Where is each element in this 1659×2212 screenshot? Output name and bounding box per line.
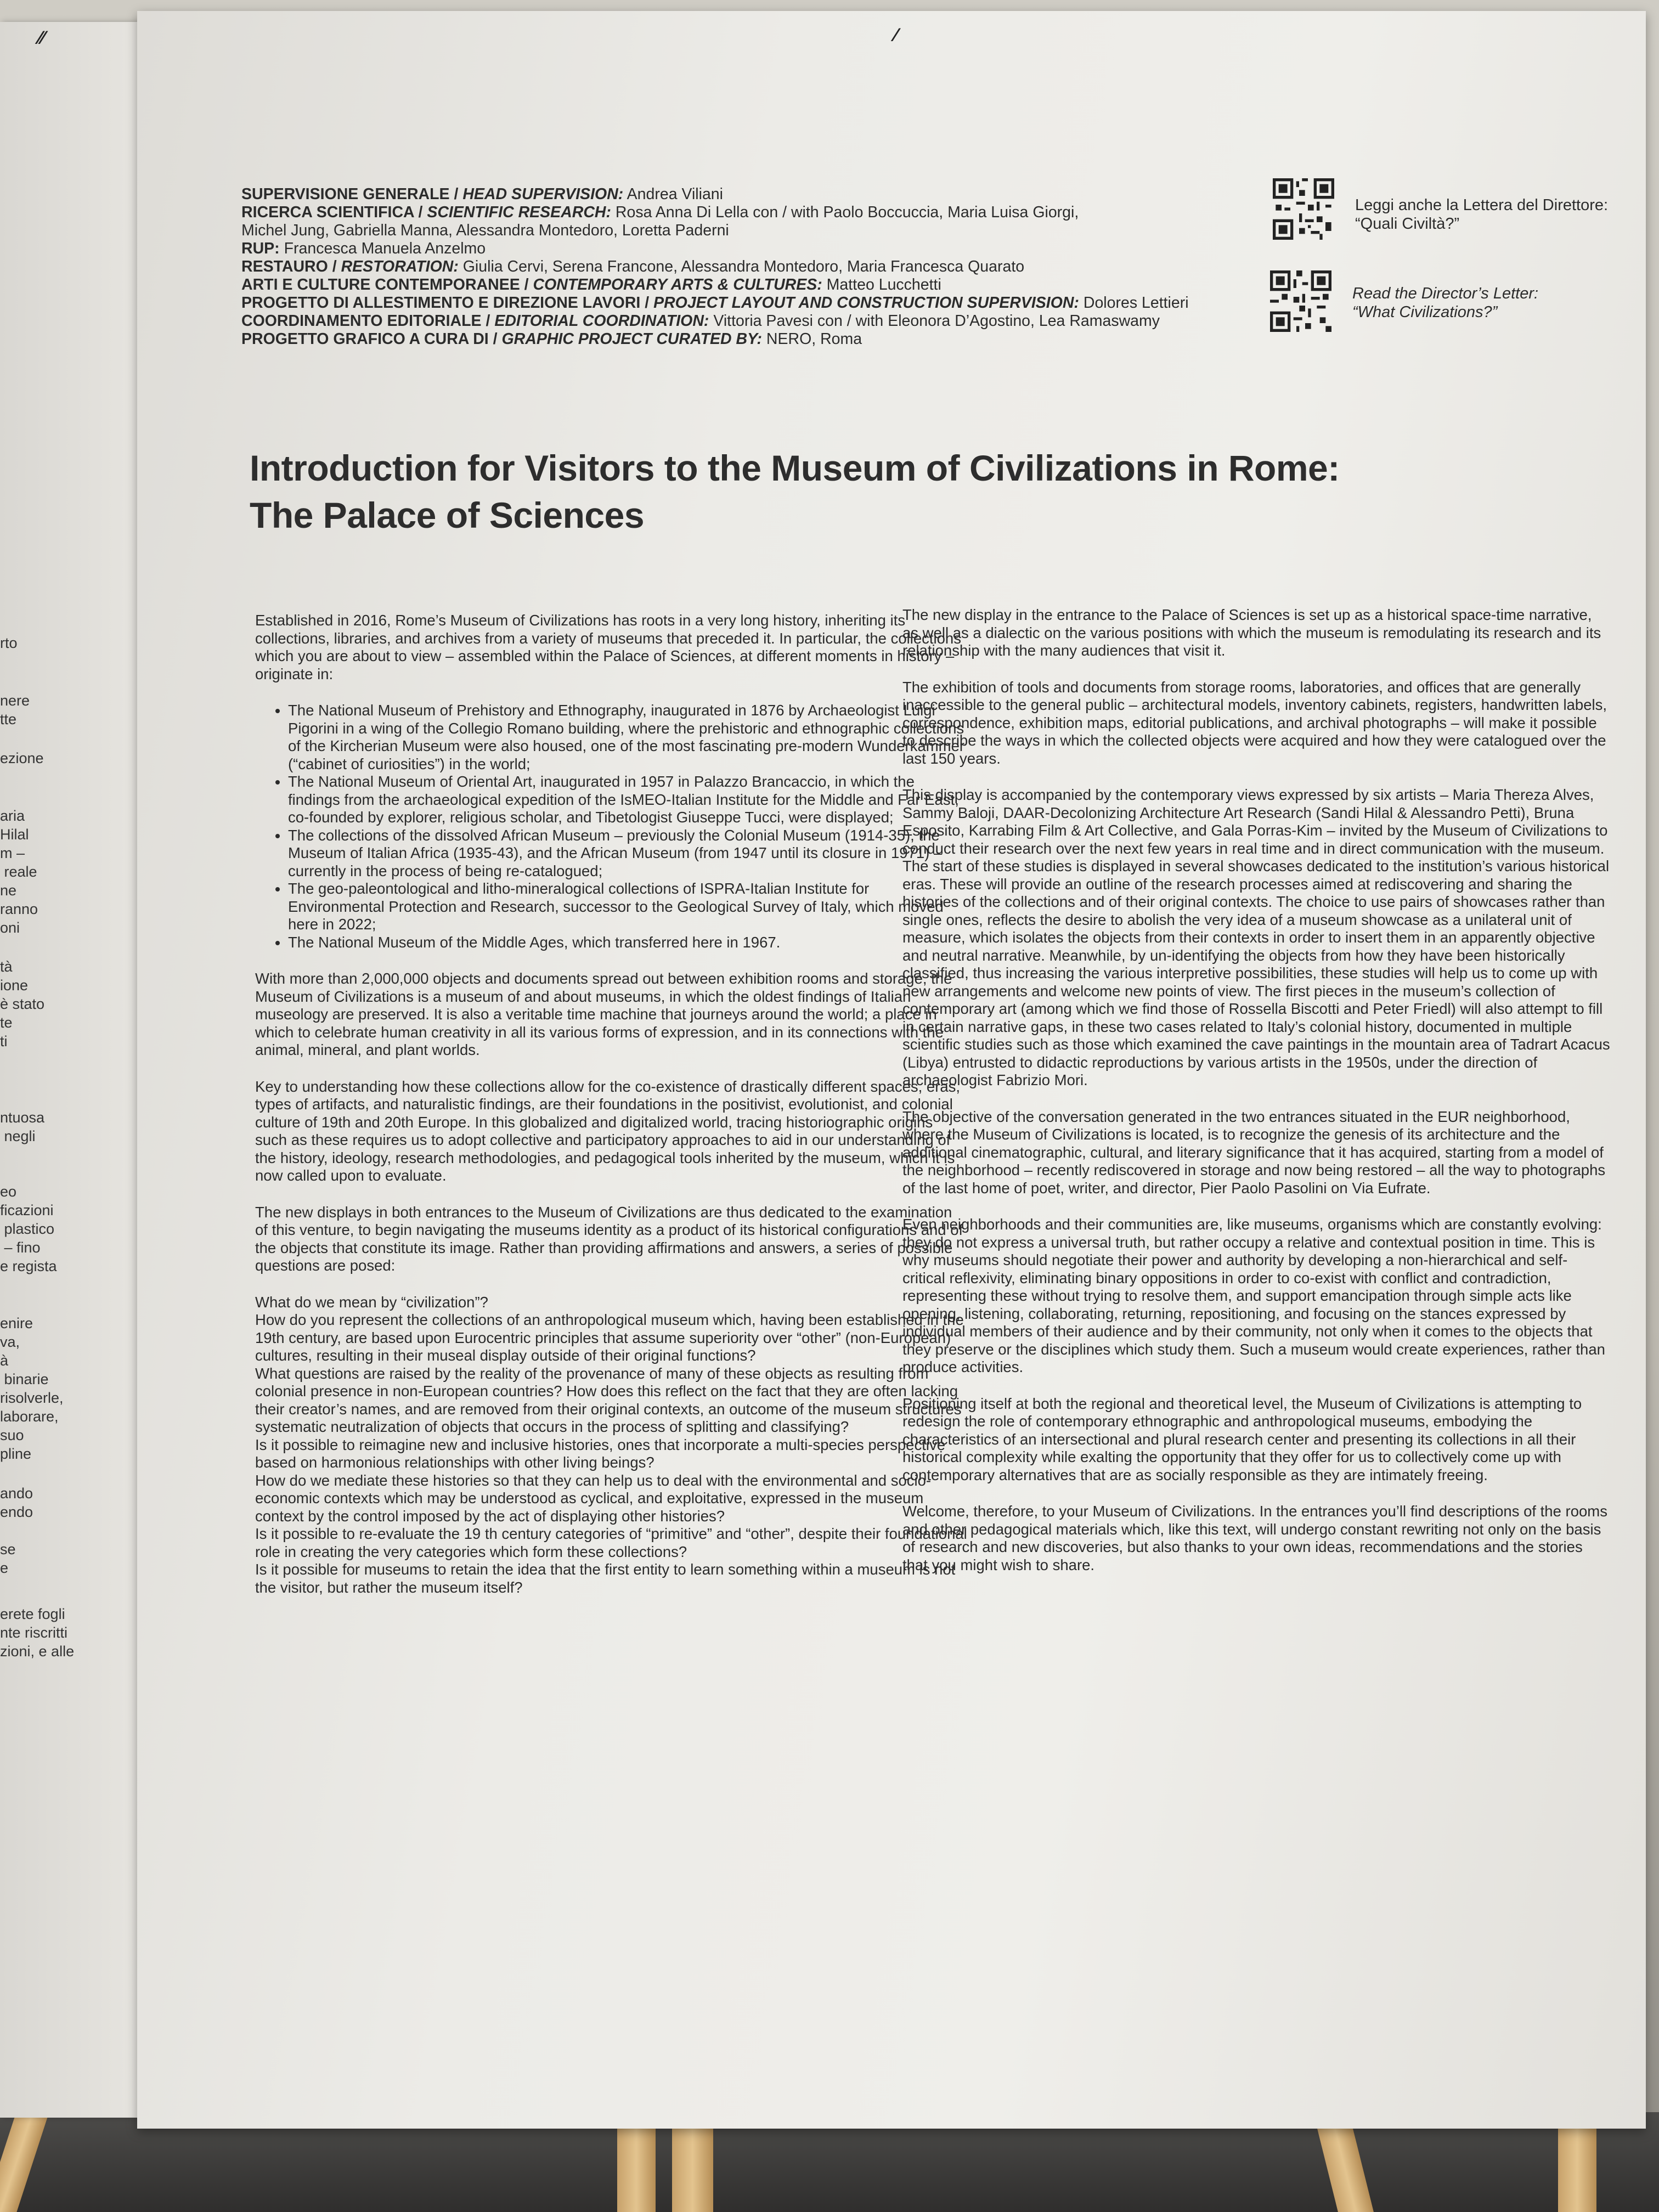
credit-line: Michel Jung, Gabriella Manna, Alessandra Montedoro, Loretta Paderni: [241, 222, 729, 239]
credit-line: RESTAURO / RESTORATION: Giulia Cervi, Serena Francone, Alessandra Montedoro, Maria Francesca Quarato: [241, 258, 1025, 275]
left-fragment: enire va, à binarie risolverle, laborare, suo pline: [0, 1315, 64, 1462]
question: How do you represent the collections of an anthropological museum which, having been established in the 19th century, are based upon Eurocentric principles that assume superiority over “other” (non-European) cultures, resulting in their museal display outside of their original functions?: [255, 1311, 964, 1364]
pin-mark: ⁄⁄: [38, 27, 45, 48]
left-fragment: ando endo se e: [0, 1485, 33, 1576]
paragraph: This display is accompanied by the contemporary views expressed by six artists – Maria Thereza Alves, Sammy Baloji, DAAR-Decolonizing Architecture Art Research (Sandi Hilal & Alessandro Petti), Bruna Esposito, Karrabing Film & Art Collective, and Gala Porras-Kim – invited by the Museum of Civilizations to conduct their research over the next few years in real time and in direct communication with the museum. The start of these studies is displayed in several showcases dedicated to the institution’s various historical eras. These will provide an outline of the research processes aimed at rediscovering and sharing the histories of the collections and of their original contexts. The choice to use pairs of showcases rather than single ones, reflects the desire to abolish the very idea of a museum showcase as a unilateral unit of measure, which isolates the objects from their contexts in order to insert them in an apparently objective and neutral narrative. Meanwhile, by un-identifying the objects from how they have been historically classified, thus increasing the various interpretive possibilities, these studies will help us to come up with new arrangements and welcome new points of view. The first pieces in the museum’s collection of contemporary art (among which we find those of Rossella Biscotti and Peter Friedl) will also attempt to fill in certain narrative gaps, in these two cases related to Italy’s colonial history, documented in multiple scientific studies such as those which examined the cave paintings in the mountain area of Tadrart Acacus (Libya) entrusted to didactic reproductions by various artists in the 1950s, under the direction of archaeologist Fabrizio Mori.: [902, 786, 1610, 1088]
left-fragment: aria Hilal m – reale ne ranno oni: [0, 808, 38, 936]
credits-block: [241, 185, 1284, 348]
question: How do we mediate these histories so that they can help us to deal with the environmental and socio-economic contexts which may be understood as cyclical, and exploitative, expressed in the museum context by the control imposed by the act of displaying other histories?: [255, 1471, 932, 1525]
credit-line: PROGETTO GRAFICO A CURA DI / GRAPHIC PROJECT CURATED BY: NERO, Roma: [241, 330, 862, 348]
paragraph: Welcome, therefore, to your Museum of Civilizations. In the entrances you’ll find descriptions of the rooms and other pedagogical materials which, like this text, will undergo constant rewriting not only on the basis of research and new discoveries, but also thanks to your own ideas, recommendations and the stories that you might wish to share.: [902, 1503, 1607, 1573]
left-fragment: eo ficazioni plastico – fino e regista: [0, 1183, 57, 1274]
list-item: • The geo-paleontological and litho-mineralogical collections of ISPRA-Italian Institute for Environmental Protection and Research, successor to the Geological Survey of Italy, which moved here in 2022;: [288, 880, 968, 934]
qr-caption-italian: Leggi anche la Lettera del Direttore: “Quali Civiltà?”: [1355, 196, 1609, 233]
questions-block: [255, 1294, 968, 1597]
list-item: • The National Museum of Prehistory and Ethnography, inaugurated in 1876 by Archaeologist Luigi Pigorini in a wing of the Collegio Romano building, where the prehistoric and ethnographic collections of the Kircherian Museum were also housed, one of the most fascinating pre-modern Wunderkammer (“cabinet of curiosities”) in the world;: [288, 702, 968, 773]
question: Is it possible to re-evaluate the 19 th century categories of “primitive” and “other”, despite their foundational role in creating the very categories which form these collections?: [255, 1525, 967, 1560]
paragraph: The exhibition of tools and documents from storage rooms, laboratories, and offices that are generally inaccessible to the general public – architectural models, inventory cabinets, registers, handwritten labels, correspondence, exhibition maps, editorial publications, and archival photographs – will make it possible to describe the ways in which the collected objects were acquired and how they were catalogued over the last 150 years.: [902, 678, 1607, 767]
credit-line: PROGETTO DI ALLESTIMENTO E DIREZIONE LAVORI / PROJECT LAYOUT AND CONSTRUCTION SUPERVISION: Dolores Lettieri: [241, 294, 1189, 312]
paragraph: The new display in the entrance to the Palace of Sciences is set up as a historical space-time narrative, as well as a dialectic on the various positions with which the museum is remodulating its research and its relationship with the many audiences that visit it.: [902, 606, 1601, 659]
origins-list: [255, 702, 968, 951]
list-item: • The National Museum of Oriental Art, inaugurated in 1957 in Palazzo Brancaccio, in which the findings from the archaeological expedition of the IsMEO-Italian Institute for the Middle and Far East, co-founded by explorer, religious scholar, and Tibetologist Giuseppe Tucci, were displayed;: [288, 773, 968, 827]
easel-leg-center-right: [672, 2129, 713, 2212]
left-fragment: ezione: [0, 750, 44, 766]
qr-caption-english: Read the Director’s Letter: “What Civilizations?”: [1352, 285, 1539, 321]
page-title: Introduction for Visitors to the Museum of Civilizations in Rome: The Palace of Sciences: [250, 448, 1340, 535]
left-fragment: nere tte: [0, 692, 30, 727]
intro-paragraph: Established in 2016, Rome’s Museum of Civilizations has roots in a very long history, inheriting its collections, libraries, and archives from a variety of museums that preceded it. In particular, the collections which you are about to view – assembled within the Palace of Sciences, at different moments in history – originate in:: [255, 612, 961, 682]
left-text-column: [255, 612, 968, 1596]
list-item: • The National Museum of the Middle Ages, which transferred here in 1967.: [288, 934, 968, 952]
paragraph: Positioning itself at both the regional and theoretical level, the Museum of Civilizations is attempting to redesign the role of contemporary ethnographic and anthropological museums, embodying the characteristics of an intersectional and plural research center and presenting its collections in all their historical complexity while exalting the opportunity that they offer for us to collectively come up with contemporary alternatives that are as socially responsible as they are intimately freeing.: [902, 1395, 1582, 1483]
main-panel: [38, 11, 1646, 2129]
easel-leg-far-right: [1558, 2129, 1596, 2212]
paragraph: Even neighborhoods and their communities are, like museums, organisms which are constantly evolving: they do not express a universal truth, but rather occupy a relative and contextual position in time. This is why museums should negotiate their power and authority by developing a non-hierarchical and self-critical reflexivity, eliminating binary oppositions in order to co-exist with conflict and contradiction, representing these without trying to resolve them, and support emancipation through simple acts like opening, listening, collaborating, returning, repositioning, and focusing on the stances expressed by individual members of their audience and by their community, not only when it comes to the objects that they preserve or the disciplines which study them. Such a museum would create experiences, rather than produce activities.: [902, 1216, 1605, 1375]
question: What do we mean by “civilization”?: [255, 1293, 488, 1311]
credit-line: RUP: Francesca Manuela Anzelmo: [241, 240, 486, 257]
right-text-column: [902, 606, 1610, 1593]
left-panel-italian: [0, 22, 137, 2118]
qr-code-italian[interactable]: [1273, 178, 1334, 240]
left-fragment: erete fogli nte riscritti zioni, e alle: [0, 1606, 75, 1660]
easel-leg-center-left: [617, 2129, 656, 2212]
pin-mark: ⁄: [894, 25, 898, 46]
paragraph: With more than 2,000,000 objects and documents spread out between exhibition rooms and storage, the Museum of Civilizations is a museum of and about museums, in which the oldest findings of Italian museology are preserved. It is also a veritable time machine that journeys around the world; a place in which to celebrate human creativity in all its various forms of expression, and in its connections with the animal, mineral, and plant worlds.: [255, 970, 952, 1058]
question: Is it possible for museums to retain the idea that the first entity to learn something within a museum is not the visitor, but rather the museum itself?: [255, 1561, 956, 1596]
paragraph: The objective of the conversation generated in the two entrances situated in the EUR neighborhood, where the Museum of Civilizations is located, is to recognize the genesis of its architecture and the additional cinematographic, cultural, and literary significance that it has acquired, starting from a model of the neighborhood – recently rediscovered in storage and now being restored – all the way to photographs of the last home of poet, writer, and director, Pier Paolo Pasolini on Via Eufrate.: [902, 1108, 1606, 1197]
qr-code-english[interactable]: [1270, 270, 1331, 332]
left-fragment: tà ione è stato te ti: [0, 958, 45, 1049]
paragraph: The new displays in both entrances to the Museum of Civilizations are thus dedicated to the examination of this venture, to begin navigating the museums identity as a product of its historical configurations and of the objects that constitute its image. Rather than providing affirmations and answers, a series of possible questions are posed:: [255, 1203, 963, 1274]
question: What questions are raised by the reality of the provenance of many of these objects as resulting from colonial presence in non-European countries? How does this reflect on the fact that they are often lacking their creator’s names, and are removed from their original contexts, an outcome of the museum structures systematic neutralization of objects that occurs in the process of splitting and classifying?: [255, 1364, 962, 1435]
credit-line: ARTI E CULTURE CONTEMPORANEE / CONTEMPORARY ARTS & CULTURES: Matteo Lucchetti: [241, 276, 941, 294]
credit-line: SUPERVISIONE GENERALE / HEAD SUPERVISION: Andrea Viliani: [241, 185, 723, 203]
left-fragment: ntuosa negli: [0, 1109, 45, 1144]
left-fragment: rto: [0, 635, 18, 651]
credit-line: COORDINAMENTO EDITORIALE / EDITORIAL COORDINATION: Vittoria Pavesi con / with Eleonora D’Agostino, Lea Ramaswamy: [241, 312, 1160, 330]
question: Is it possible to reimagine new and inclusive histories, ones that incorporate a multi-species perspective based on harmonious relationships with other living beings?: [255, 1436, 945, 1471]
credit-line: RICERCA SCIENTIFICA / SCIENTIFIC RESEARCH: Rosa Anna Di Lella con / with Paolo Boccuccia, Maria Luisa Giorgi,: [241, 204, 1079, 221]
paragraph: Key to understanding how these collections allow for the co-existence of drastically different spaces, eras, types of artifacts, and naturalistic findings, are their foundations in the positivist, evolutionist, and colonial culture of 19th and 20th Europe. In this globalized and digitalized world, tracing historiographic origins such as these requires us to adopt collective and participatory approaches to aid in our understanding of the history, ideology, research methodologies, and pedagogical tools inherited by the museum, which it is now called upon to evaluate.: [255, 1077, 961, 1184]
list-item: • The collections of the dissolved African Museum – previously the Colonial Museum (1914-35), the Museum of Italian Africa (1935-43), and the African Museum (from 1947 until its closure in 1971) – currently in the process of being re-catalogued;: [288, 827, 968, 881]
